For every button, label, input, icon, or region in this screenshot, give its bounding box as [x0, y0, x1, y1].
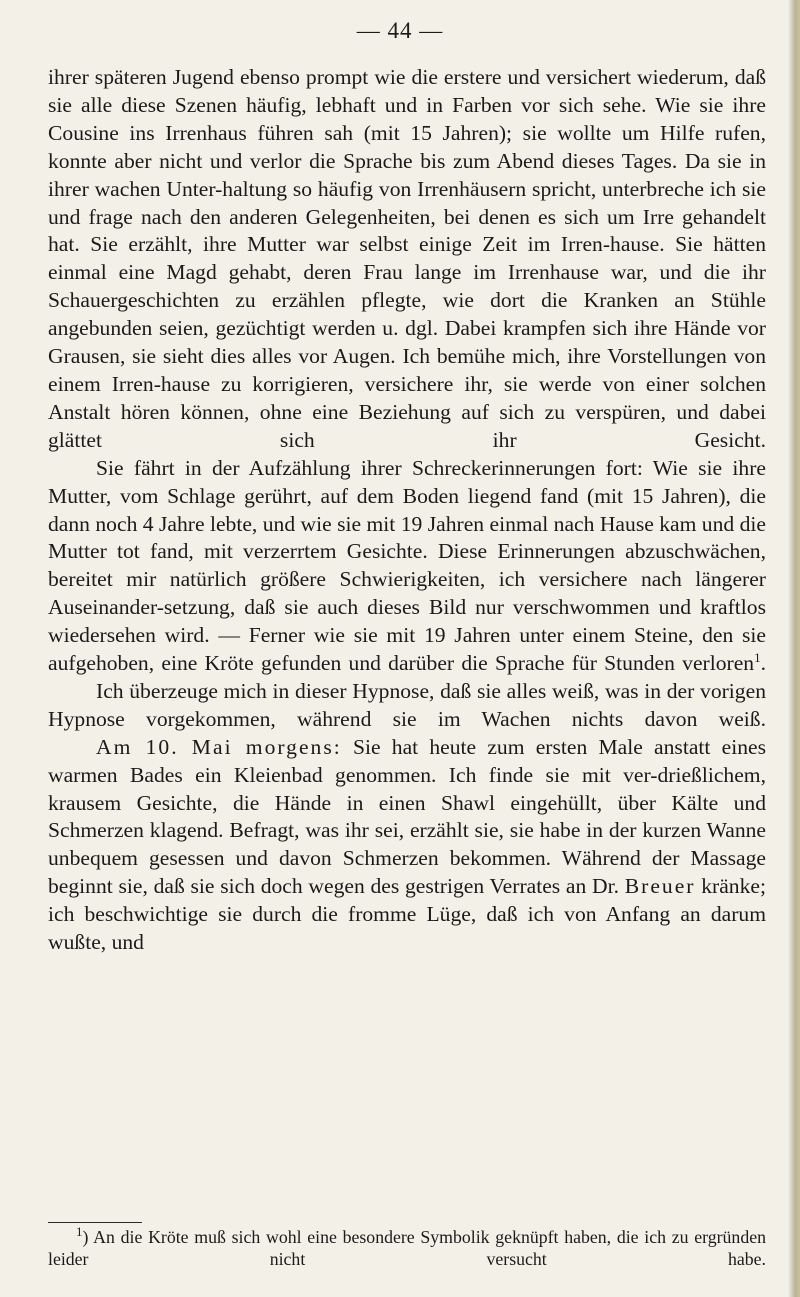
footnote-text: An die Kröte muß sich wohl eine besondere Symbolik geknüpft haben, die ich zu ergründen leider nicht versucht habe.	[48, 1227, 766, 1269]
paragraph-4-name: Breuer	[624, 874, 696, 899]
footnote	[48, 1226, 766, 1270]
paragraph-4	[48, 734, 766, 957]
paragraph-2-text: Sie fährt in der Aufzählung ihrer Schreckerinnerungen fort: Wie sie ihre Mutter, vom Schlage gerührt, auf dem Boden liegend fand (mit 15 Jahren), die dann noch 4 Jahre lebte, und wie sie mit 19 Jahren einmal nach Hause kam und die Mutter tot fand, mit verzerrtem Gesichte. Diese Erinnerungen abzuschwächen, bereitet mir natürlich größere Schwierigkeiten, ich versichere nach längerer Auseinander-setzung, daß sie auch dieses Bild nur verschwommen und kraftlos wiedersehen wird. — Ferner wie sie mit 19 Jahren unter einem Steine, den sie aufgehoben, eine Kröte gefunden und darüber die Sprache für Stunden verloren	[48, 455, 766, 676]
paragraph-4-text-after-name: kränke; ich beschwichtige sie durch die fromme Lüge, daß ich von Anfang an darum wußte, und	[48, 874, 766, 955]
footnote-body	[48, 1226, 766, 1270]
paragraph-3	[48, 678, 766, 734]
page-edge-shadow	[788, 0, 800, 1297]
paragraph-1	[48, 64, 766, 455]
paragraph-4-date-lead: Am 10. Mai morgens:	[96, 734, 342, 759]
paragraph-1-text: ihrer späteren Jugend ebenso prompt wie die erstere und versichert wiederum, daß sie alle diese Szenen häufig, lebhaft und in Farben vor sich sehe. Wie sie ihre Cousine ins Irrenhaus führen sah (mit 15 Jahren); sie wollte um Hilfe rufen, konnte aber nicht und verlor die Sprache bis zum Abend dieses Tages. Da sie in ihrer wachen Unter-haltung so häufig von Irrenhäusern spricht, unterbreche ich sie und frage nach den anderen Gelegenheiten, bei denen es sich um Irre gehandelt hat. Sie erzählt, ihre Mutter war selbst einige Zeit im Irren-hause. Sie hätten einmal eine Magd gehabt, deren Frau lange im Irrenhause war, und die ihr Schauergeschichten zu erzählen pflegte, wie dort die Kranken an Stühle angebunden seien, gezüchtigt werden u. dgl. Dabei krampfen sich ihre Hände vor Grausen, sie sieht dies alles vor Augen. Ich bemühe mich, ihre Vorstellungen von einem Irren-hause zu korrigieren, versichere ihr, sie werde von einer solchen Anstalt hören können, ohne eine Beziehung auf sich zu verspüren, und dabei glättet sich ihr Gesicht.	[48, 65, 766, 452]
footnote-separator	[48, 1222, 142, 1223]
paragraph-2-end: .	[760, 651, 766, 676]
body-text	[48, 64, 766, 957]
footnote-reference: 1	[754, 649, 761, 665]
page-number-header: — 44 —	[356, 18, 444, 43]
footnote-mark: 1	[76, 1224, 83, 1240]
footnote-paren: )	[82, 1227, 94, 1247]
paragraph-4-text: Sie hat heute zum ersten Male anstatt eines warmen Bades ein Kleienbad genommen. Ich finde sie mit ver-drießlichem, krausem Gesichte, die Hände in einen Shawl eingehüllt, über Kälte und Schmerzen klagend. Befragt, was ihr sei, erzählt sie, sie habe in der kurzen Wanne unbequem gesessen und davon Schmerzen bekommen. Während der Massage beginnt sie, daß sie sich doch wegen des gestrigen Verrates an Dr.	[48, 734, 766, 899]
paragraph-2	[48, 455, 766, 678]
paragraph-3-text: Ich überzeuge mich in dieser Hypnose, daß sie alles weiß, was in der vorigen Hypnose vorgekommen, während sie im Wachen nichts davon weiß.	[48, 678, 766, 731]
